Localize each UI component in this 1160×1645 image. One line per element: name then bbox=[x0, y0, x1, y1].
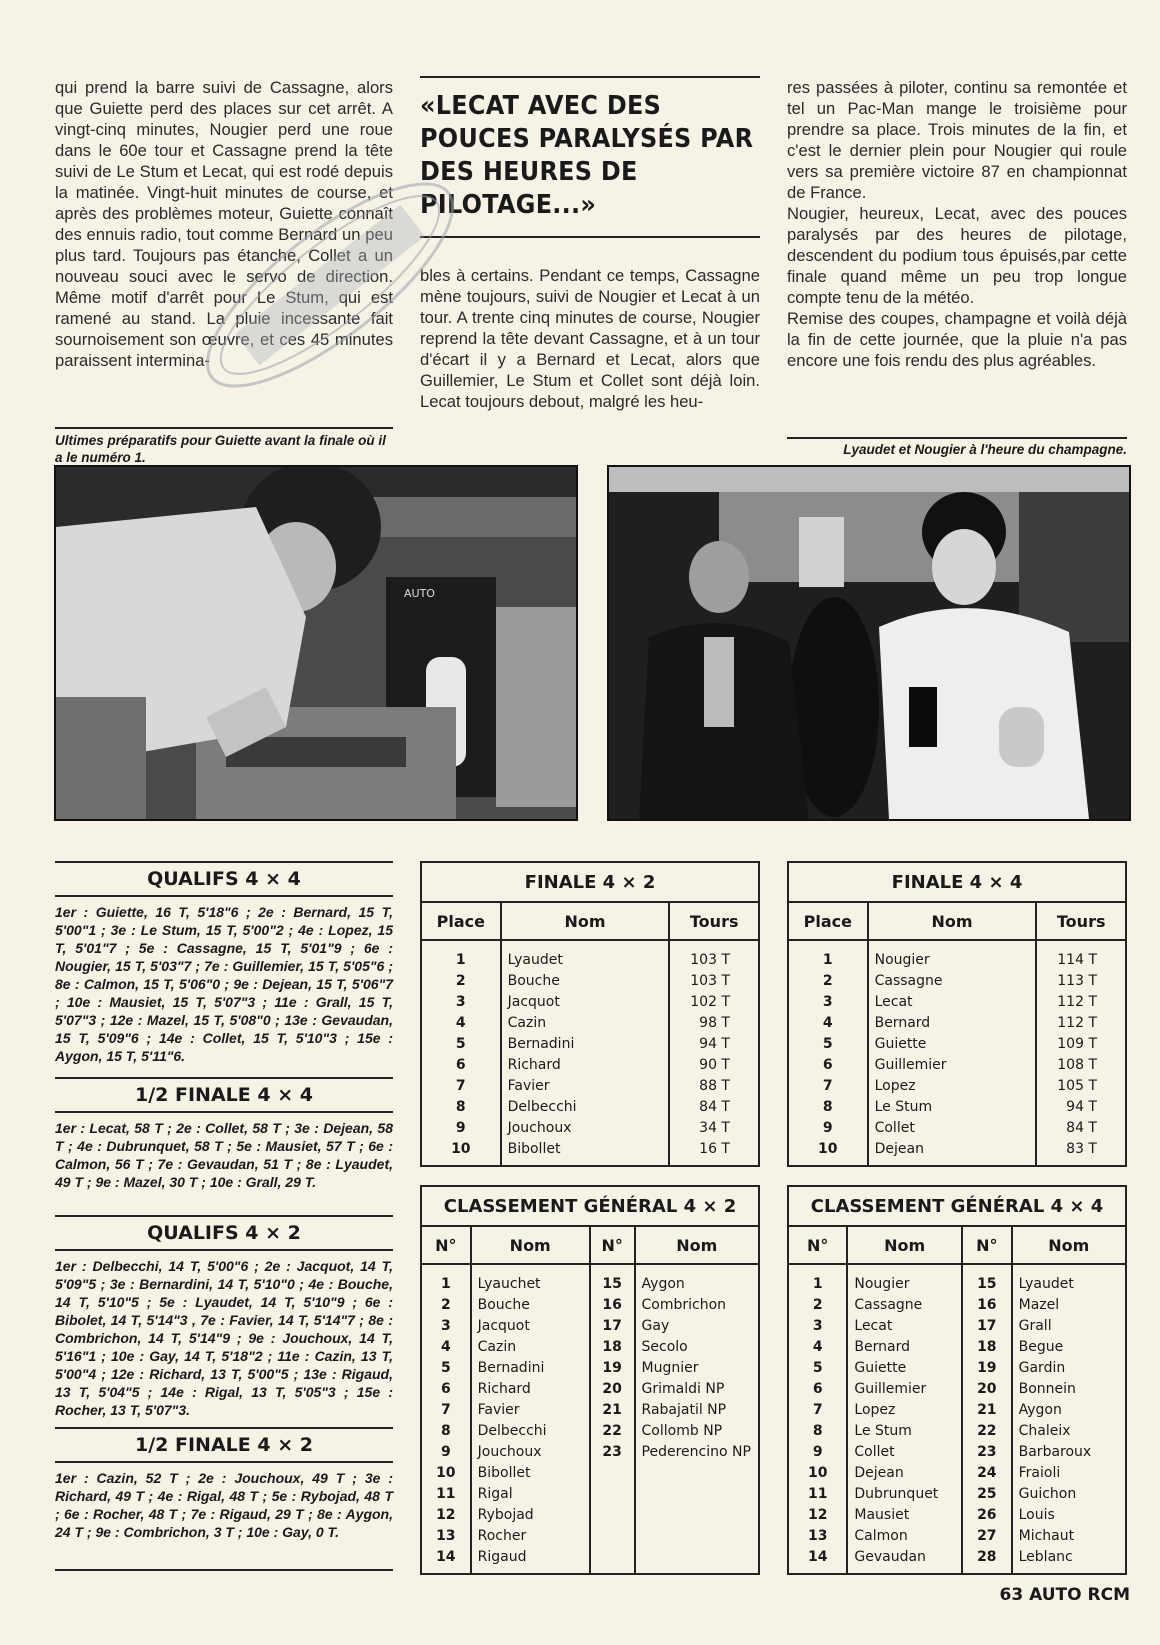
table-row bbox=[421, 1264, 759, 1294]
table-cell: Lopez bbox=[868, 1075, 1037, 1096]
table-cell: Rocher bbox=[471, 1525, 590, 1546]
photo-lyaudet-nougier bbox=[607, 465, 1131, 821]
table-row bbox=[421, 1399, 759, 1420]
table-row bbox=[788, 970, 1126, 991]
table-cell: 9 bbox=[455, 1119, 466, 1136]
table-finale-4x2 bbox=[420, 861, 760, 1167]
table-cell: Guichon bbox=[1012, 1483, 1126, 1504]
table-row bbox=[788, 1483, 1126, 1504]
table-cell: 12 bbox=[436, 1506, 456, 1523]
table-cell: Guiette bbox=[868, 1033, 1037, 1054]
table-cell: 2 bbox=[822, 972, 833, 989]
table-row bbox=[788, 1012, 1126, 1033]
table-cell: 102 T bbox=[669, 991, 759, 1012]
table-cell: 16 bbox=[962, 1294, 1012, 1315]
table-cell: Dejean bbox=[868, 1138, 1037, 1166]
column-header: Nom bbox=[635, 1226, 759, 1264]
sidebar-title: QUALIFS 4 × 4 bbox=[55, 861, 393, 897]
table-cell: 19 bbox=[590, 1357, 635, 1378]
table-cell: 8 bbox=[822, 1098, 833, 1115]
table-cell: 6 bbox=[440, 1380, 451, 1397]
table-cell: Grimaldi NP bbox=[635, 1378, 759, 1399]
column-header: Place bbox=[788, 902, 868, 940]
table-cell: Mazel bbox=[1012, 1294, 1126, 1315]
table-cell: 34 T bbox=[669, 1117, 759, 1138]
table-cell: 4 bbox=[822, 1014, 833, 1031]
table-classement-general-4x4 bbox=[787, 1185, 1127, 1575]
table-row bbox=[421, 1033, 759, 1054]
magazine-name: AUTO RCM bbox=[1029, 1585, 1130, 1605]
table-cell: 1 bbox=[812, 1275, 823, 1292]
table-row bbox=[788, 1504, 1126, 1525]
table-cell: Rybojad bbox=[471, 1504, 590, 1525]
table-cell: Begue bbox=[1012, 1336, 1126, 1357]
table-row bbox=[421, 970, 759, 991]
table-cell: Lyaudet bbox=[1012, 1264, 1126, 1294]
table-row bbox=[788, 940, 1126, 970]
table-cell: Jacquot bbox=[501, 991, 670, 1012]
table-cell: 7 bbox=[812, 1401, 823, 1418]
table-cell: 5 bbox=[455, 1035, 466, 1052]
table-cell: Bouche bbox=[471, 1294, 590, 1315]
table-cell: 88 T bbox=[669, 1075, 759, 1096]
table-cell: 3 bbox=[440, 1317, 451, 1334]
table-cell: 16 T bbox=[669, 1138, 759, 1166]
table-cell: 2 bbox=[440, 1296, 451, 1313]
table-row bbox=[421, 1294, 759, 1315]
table-cell: 9 bbox=[440, 1443, 451, 1460]
table-finale-4x4 bbox=[787, 861, 1127, 1167]
table-cell bbox=[590, 1525, 635, 1546]
table-cell: Combrichon bbox=[635, 1294, 759, 1315]
table-cell: 21 bbox=[590, 1399, 635, 1420]
table-cell: 4 bbox=[440, 1338, 451, 1355]
column-header: N° bbox=[788, 1226, 847, 1264]
table-cell: Mausiet bbox=[847, 1504, 962, 1525]
table-cell: 2 bbox=[455, 972, 466, 989]
article-paragraph: res passées à piloter, continu sa remontée et tel un Pac-Man mange le troisième pour prendre sa place. Trois minutes de la fin, et c'est le dernier plein pour Nougier qui roule vers sa première victoire 87 en championnat de France. bbox=[787, 78, 1127, 202]
table-cell: Aygon bbox=[635, 1264, 759, 1294]
table-cell: Delbecchi bbox=[501, 1096, 670, 1117]
sidebar-qualifs-4x2 bbox=[55, 1215, 393, 1427]
table-cell: 14 bbox=[436, 1548, 456, 1565]
photo-guiette-illustration bbox=[56, 467, 576, 819]
table-cell: Secolo bbox=[635, 1336, 759, 1357]
table-cell: Bonnein bbox=[1012, 1378, 1126, 1399]
table-cell: 10 bbox=[436, 1464, 456, 1481]
table-cell: 113 T bbox=[1036, 970, 1126, 991]
table-row bbox=[421, 1075, 759, 1096]
table-row bbox=[788, 1264, 1126, 1294]
column-header: Nom bbox=[868, 902, 1037, 940]
table-cell: Guillemier bbox=[868, 1054, 1037, 1075]
table-cell: 17 bbox=[962, 1315, 1012, 1336]
table-row bbox=[421, 1012, 759, 1033]
table-row bbox=[421, 1336, 759, 1357]
table-cell: 4 bbox=[455, 1014, 466, 1031]
table-cell: 22 bbox=[590, 1420, 635, 1441]
table-cell: 9 bbox=[822, 1119, 833, 1136]
column-header: N° bbox=[962, 1226, 1012, 1264]
photo-caption-champagne: Lyaudet et Nougier à l'heure du champagne. bbox=[787, 437, 1127, 458]
table-cell: Favier bbox=[501, 1075, 670, 1096]
article-paragraph: Nougier, heureux, Lecat, avec des pouces paralysés par des heures de pilotage, descendent du podium tous épuisés,par cette finale quand même un peu trop longue compte tenu de la météo. bbox=[787, 204, 1127, 307]
sidebar-title: 1/2 FINALE 4 × 2 bbox=[55, 1427, 393, 1463]
table-cell: Jouchoux bbox=[471, 1441, 590, 1462]
table-cell bbox=[590, 1483, 635, 1504]
table-cell: 6 bbox=[455, 1056, 466, 1073]
sidebar-half-finale-4x4 bbox=[55, 1077, 393, 1209]
table-cell: Cazin bbox=[501, 1012, 670, 1033]
table-cell: 21 bbox=[962, 1399, 1012, 1420]
table-cell: 6 bbox=[812, 1380, 823, 1397]
table-cell: 27 bbox=[962, 1525, 1012, 1546]
table-cell: Lecat bbox=[868, 991, 1037, 1012]
table-cell: 22 bbox=[962, 1420, 1012, 1441]
table-cell bbox=[635, 1525, 759, 1546]
table-cell: Le Stum bbox=[868, 1096, 1037, 1117]
table-cell: Barbaroux bbox=[1012, 1441, 1126, 1462]
table-cell: 94 T bbox=[1036, 1096, 1126, 1117]
table-row bbox=[421, 1357, 759, 1378]
sidebar-half-finale-4x2 bbox=[55, 1427, 393, 1571]
table-title: FINALE 4 × 2 bbox=[421, 862, 759, 902]
table-cell bbox=[635, 1483, 759, 1504]
table-cell: 16 bbox=[590, 1294, 635, 1315]
table-cell: 6 bbox=[822, 1056, 833, 1073]
table-cell: Fraioli bbox=[1012, 1462, 1126, 1483]
table-cell: Gay bbox=[635, 1315, 759, 1336]
table-cell: 10 bbox=[807, 1464, 828, 1481]
table-cell: 10 bbox=[451, 1140, 471, 1157]
photo-box-label: AUTO bbox=[404, 587, 435, 600]
table-cell: 7 bbox=[455, 1077, 466, 1094]
sidebar-body: 1er : Guiette, 16 T, 5'18"6 ; 2e : Bernard, 15 T, 5'00"1 ; 3e : Le Stum, 15 T, 5'00"2 ; 4e : Lopez, 15 T, 5'01"7 ; 5e : Cassagne, 15 T, 5'01"9 ; 6e : Nougier, 15 T, 5'03"7 ; 7e : Guillemier, 15 T, 5'05"6 ; 8e : Calmon, 15 T, 5'06"0 ; 9e : Dejean, 15 T, 5'06"7 ; 10e : Mausiet, 15 T, 5'07"3 ; 11e : Grall, 15 T, 5'07"3 ; 12e : Mazel, 15 T, 5'08"0 ; 13e : Gevaudan, 15 T, 5'09"6 ; 14e : Collet, 15 T, 5'10"3 ; 15e : Aygon, 15 T, 5'11"6. bbox=[55, 904, 393, 1064]
table-cell: 14 bbox=[807, 1548, 828, 1565]
table-cell: 18 bbox=[962, 1336, 1012, 1357]
table-title: CLASSEMENT GÉNÉRAL 4 × 2 bbox=[421, 1186, 759, 1226]
table-cell: 3 bbox=[455, 993, 466, 1010]
table-cell: 7 bbox=[822, 1077, 833, 1094]
table-cell: 15 bbox=[962, 1264, 1012, 1294]
table-cell: Guillemier bbox=[847, 1378, 962, 1399]
table-row bbox=[788, 1054, 1126, 1075]
table-cell: 7 bbox=[440, 1401, 451, 1418]
sidebar-qualifs-4x4 bbox=[55, 861, 393, 1064]
table-row bbox=[788, 1546, 1126, 1574]
table-cell: 2 bbox=[812, 1296, 823, 1313]
table-cell: Rigaud bbox=[471, 1546, 590, 1574]
table-cell: 23 bbox=[962, 1441, 1012, 1462]
table-cell bbox=[635, 1546, 759, 1574]
table-cell: Leblanc bbox=[1012, 1546, 1126, 1574]
column-header: Nom bbox=[501, 902, 670, 940]
table-cell: 109 T bbox=[1036, 1033, 1126, 1054]
table-cell: Lyaudet bbox=[501, 940, 670, 970]
table-cell: Collet bbox=[847, 1441, 962, 1462]
table-row bbox=[421, 991, 759, 1012]
table-cell bbox=[635, 1462, 759, 1483]
table-cell: 18 bbox=[590, 1336, 635, 1357]
table-row bbox=[788, 1117, 1126, 1138]
sidebar-title: QUALIFS 4 × 2 bbox=[55, 1215, 393, 1251]
table-cell: Bernadini bbox=[501, 1033, 670, 1054]
column-header: N° bbox=[421, 1226, 471, 1264]
table-cell: Gardin bbox=[1012, 1357, 1126, 1378]
table-title: FINALE 4 × 4 bbox=[788, 862, 1126, 902]
table-cell: 20 bbox=[962, 1378, 1012, 1399]
table-cell: Gevaudan bbox=[847, 1546, 962, 1574]
table-row bbox=[421, 940, 759, 970]
table-classement-general-4x2 bbox=[420, 1185, 760, 1575]
table-cell: 98 T bbox=[669, 1012, 759, 1033]
table-cell: Lopez bbox=[847, 1399, 962, 1420]
table-row bbox=[421, 1138, 759, 1166]
table-cell: Calmon bbox=[847, 1525, 962, 1546]
table-cell: 23 bbox=[590, 1441, 635, 1462]
table-row bbox=[421, 1483, 759, 1504]
article-column-1: qui prend la barre suivi de Cassagne, alors que Guiette perd des places sur cet arrêt. A vingt-cinq minutes, Nougier perd une roue dans le 60e tour et Cassagne prend la tête suivi de Le Stum et Lecat, qui est rodé depuis la matinée. Vingt-huit minutes de course, et après des problèmes moteur, Guiette connaît des ennuis radio, tout comme Bernard un peu plus tard. Toujours pas étanche, Collet a un nouveau souci avec le servo de direction. Même motif d'arrêt pour Le Stum, qui est ramené au stand. La pluie incessante fait sournoisement son œuvre, et ces 45 minutes paraissent intermina- bbox=[55, 78, 393, 370]
table-cell: 114 T bbox=[1036, 940, 1126, 970]
table-cell: 12 bbox=[807, 1506, 828, 1523]
table-cell: Favier bbox=[471, 1399, 590, 1420]
sidebar-title: 1/2 FINALE 4 × 4 bbox=[55, 1077, 393, 1113]
table-cell: Dubrunquet bbox=[847, 1483, 962, 1504]
table-row bbox=[421, 1441, 759, 1462]
table-row bbox=[788, 1441, 1126, 1462]
table-title: CLASSEMENT GÉNÉRAL 4 × 4 bbox=[788, 1186, 1126, 1226]
table-cell: Bibollet bbox=[471, 1462, 590, 1483]
table-cell: Michaut bbox=[1012, 1525, 1126, 1546]
sidebar-body: 1er : Delbecchi, 14 T, 5'00"6 ; 2e : Jacquot, 14 T, 5'09"5 ; 3e : Bernardini, 14 T, 5'10"0 ; 4e : Bouche, 14 T, 5'10"5 ; 5e : Lyaudet, 14 T, 5'10"9 ; 6e : Bibolet, 14 T, 5'14"3 , 7e : Favier, 14 T, 5'14"7 ; 8e : Combrichon, 14 T, 5'14"9 ; 9e : Jouchoux, 14 T, 5'16"1 ; 10e : Gay, 14 T, 5'18"2 ; 11e : Cazin, 13 T, 5'00"4 ; 12e : Richard, 13 T, 5'00"5 ; 13e : Rigaud, 13 T, 5'04"5 ; 14e : Rigal, 13 T, 5'05"3 ; 15e : Rocher, 13 T, 5'07"3. bbox=[55, 1258, 393, 1418]
table-row bbox=[421, 1462, 759, 1483]
table-cell: 13 bbox=[807, 1527, 828, 1544]
table-row bbox=[788, 1462, 1126, 1483]
table-cell: Cassagne bbox=[868, 970, 1037, 991]
table-cell: 1 bbox=[440, 1275, 451, 1292]
table-row bbox=[421, 1504, 759, 1525]
table-cell: Collomb NP bbox=[635, 1420, 759, 1441]
table-cell bbox=[590, 1546, 635, 1574]
table-row bbox=[788, 1357, 1126, 1378]
table-cell: Chaleix bbox=[1012, 1420, 1126, 1441]
table-cell: Aygon bbox=[1012, 1399, 1126, 1420]
table-cell bbox=[590, 1462, 635, 1483]
table-cell: Bernard bbox=[847, 1336, 962, 1357]
table-cell: 9 bbox=[812, 1443, 823, 1460]
table-cell: 11 bbox=[436, 1485, 456, 1502]
table-cell: Bibollet bbox=[501, 1138, 670, 1166]
table-cell: Grall bbox=[1012, 1315, 1126, 1336]
table-cell: Delbecchi bbox=[471, 1420, 590, 1441]
article-column-3 bbox=[787, 77, 1127, 371]
table-cell: 19 bbox=[962, 1357, 1012, 1378]
table-cell: 24 bbox=[962, 1462, 1012, 1483]
table-cell: Richard bbox=[501, 1054, 670, 1075]
table-cell: 5 bbox=[822, 1035, 833, 1052]
table-cell: Bernadini bbox=[471, 1357, 590, 1378]
table-cell: 11 bbox=[807, 1485, 828, 1502]
article-paragraph: Remise des coupes, champagne et voilà déjà la fin de cette journée, que la pluie n'a pas encore une fois rendu des plus agréables. bbox=[787, 309, 1127, 370]
table-cell: 8 bbox=[812, 1422, 823, 1439]
table-cell: 90 T bbox=[669, 1054, 759, 1075]
table-row bbox=[421, 1054, 759, 1075]
table-cell: Louis bbox=[1012, 1504, 1126, 1525]
table-cell: 5 bbox=[440, 1359, 451, 1376]
table-cell: Cazin bbox=[471, 1336, 590, 1357]
table-cell: 3 bbox=[812, 1317, 823, 1334]
table-cell: 103 T bbox=[669, 940, 759, 970]
table-row bbox=[788, 1138, 1126, 1166]
table-cell: Jouchoux bbox=[501, 1117, 670, 1138]
table-cell: 4 bbox=[812, 1338, 823, 1355]
table-cell: 84 T bbox=[1036, 1117, 1126, 1138]
sidebar-body: 1er : Lecat, 58 T ; 2e : Collet, 58 T ; 3e : Dejean, 58 T ; 4e : Dubrunquet, 58 T ; 5e : Mausiet, 57 T ; 6e : Calmon, 56 T ; 7e : Gevaudan, 51 T ; 8e : Lyaudet, 49 T ; 9e : Mazel, 30 T ; 10e : Grall, 29 T. bbox=[55, 1120, 393, 1190]
table-cell: 28 bbox=[962, 1546, 1012, 1574]
column-header: Nom bbox=[471, 1226, 590, 1264]
table-cell: 13 bbox=[436, 1527, 456, 1544]
table-row bbox=[788, 1378, 1126, 1399]
table-cell: Mugnier bbox=[635, 1357, 759, 1378]
table-cell: 5 bbox=[812, 1359, 823, 1376]
table-row bbox=[788, 1033, 1126, 1054]
table-cell: Jacquot bbox=[471, 1315, 590, 1336]
table-cell: 1 bbox=[455, 951, 466, 968]
table-row bbox=[421, 1420, 759, 1441]
table-cell: Pederencino NP bbox=[635, 1441, 759, 1462]
table-cell: Rigal bbox=[471, 1483, 590, 1504]
table-cell: Lyauchet bbox=[471, 1264, 590, 1294]
table-cell: 84 T bbox=[669, 1096, 759, 1117]
table-cell bbox=[635, 1504, 759, 1525]
page-number: 63 bbox=[999, 1585, 1024, 1605]
table-cell: Bernard bbox=[868, 1012, 1037, 1033]
table-cell: Nougier bbox=[868, 940, 1037, 970]
column-header: Tours bbox=[1036, 902, 1126, 940]
photo-caption-guiette: Ultimes préparatifs pour Guiette avant la finale où il a le numéro 1. bbox=[55, 427, 393, 466]
column-header: Nom bbox=[847, 1226, 962, 1264]
table-cell: 1 bbox=[822, 951, 833, 968]
table-cell: Richard bbox=[471, 1378, 590, 1399]
pull-quote: «LECAT AVEC DES POUCES PARALYSÉS PAR DES HEURES DE PILOTAGE...» bbox=[420, 91, 754, 220]
table-cell: 112 T bbox=[1036, 991, 1126, 1012]
table-cell: 20 bbox=[590, 1378, 635, 1399]
table-cell: Bouche bbox=[501, 970, 670, 991]
table-cell: Guiette bbox=[847, 1357, 962, 1378]
table-row bbox=[788, 1336, 1126, 1357]
table-row bbox=[421, 1096, 759, 1117]
column-header: Place bbox=[421, 902, 501, 940]
table-cell: 17 bbox=[590, 1315, 635, 1336]
column-header: N° bbox=[590, 1226, 635, 1264]
table-cell: Rabajatil NP bbox=[635, 1399, 759, 1420]
table-row bbox=[421, 1525, 759, 1546]
table-row bbox=[788, 1315, 1126, 1336]
page-footer bbox=[1000, 1585, 1130, 1605]
table-cell: 25 bbox=[962, 1483, 1012, 1504]
table-cell: 15 bbox=[590, 1264, 635, 1294]
table-cell: Le Stum bbox=[847, 1420, 962, 1441]
table-row bbox=[788, 991, 1126, 1012]
table-cell: 10 bbox=[818, 1140, 838, 1157]
sidebar-body: 1er : Cazin, 52 T ; 2e : Jouchoux, 49 T ; 3e : Richard, 49 T ; 4e : Rigal, 48 T ; 5e : Rybojad, 48 T ; 6e : Rocher, 48 T ; 7e : Rigaud, 29 T ; 8e : Aygon, 24 T ; 9e : Combrichon, 3 T ; 10e : Gay, 0 T. bbox=[55, 1463, 393, 1571]
table-row bbox=[788, 1525, 1126, 1546]
column-header: Nom bbox=[1012, 1226, 1126, 1264]
table-cell: Cassagne bbox=[847, 1294, 962, 1315]
photo-guiette-preparation bbox=[54, 465, 578, 821]
table-row bbox=[788, 1096, 1126, 1117]
table-cell: 94 T bbox=[669, 1033, 759, 1054]
table-cell: 3 bbox=[822, 993, 833, 1010]
table-row bbox=[788, 1420, 1126, 1441]
table-row bbox=[788, 1399, 1126, 1420]
column-header: Tours bbox=[669, 902, 759, 940]
table-cell: Nougier bbox=[847, 1264, 962, 1294]
table-cell: 103 T bbox=[669, 970, 759, 991]
table-row bbox=[421, 1546, 759, 1574]
table-cell: Collet bbox=[868, 1117, 1037, 1138]
table-cell: 83 T bbox=[1036, 1138, 1126, 1166]
table-cell bbox=[590, 1504, 635, 1525]
photo-champagne-illustration bbox=[609, 467, 1129, 819]
table-row bbox=[788, 1075, 1126, 1096]
table-cell: 108 T bbox=[1036, 1054, 1126, 1075]
table-row bbox=[421, 1117, 759, 1138]
table-row bbox=[788, 1294, 1126, 1315]
table-cell: 8 bbox=[440, 1422, 451, 1439]
table-cell: 8 bbox=[455, 1098, 466, 1115]
pull-quote-box bbox=[420, 76, 760, 238]
table-cell: 112 T bbox=[1036, 1012, 1126, 1033]
table-row bbox=[421, 1315, 759, 1336]
table-cell: Dejean bbox=[847, 1462, 962, 1483]
article-column-2: bles à certains. Pendant ce temps, Cassagne mène toujours, suivi de Nougier et Lecat à un tour. A trente cinq minutes de course, Nougier reprend la tête devant Cassagne, et à un tour d'écart il y a Bernard et Lecat, alors que Guillemier, Le Stum et Collet sont déjà loin. Lecat toujours debout, malgré les heu- bbox=[420, 266, 760, 411]
table-cell: 105 T bbox=[1036, 1075, 1126, 1096]
table-cell: 26 bbox=[962, 1504, 1012, 1525]
table-cell: Lecat bbox=[847, 1315, 962, 1336]
table-row bbox=[421, 1378, 759, 1399]
